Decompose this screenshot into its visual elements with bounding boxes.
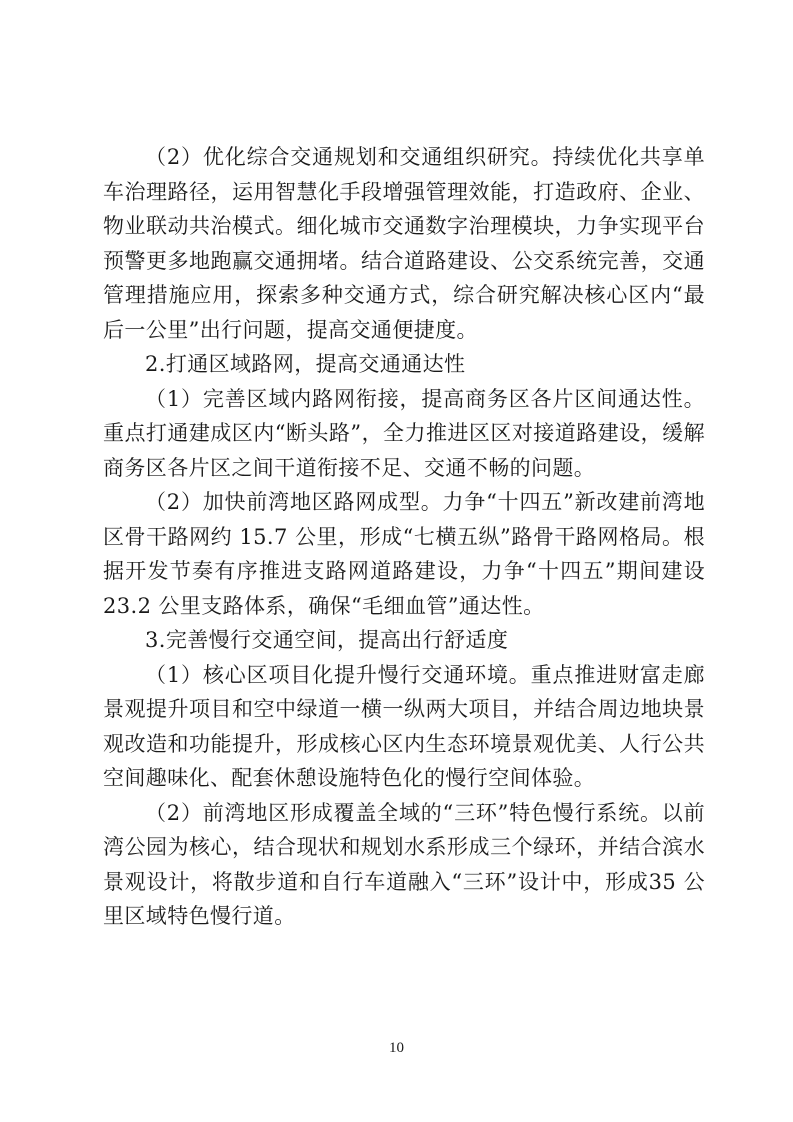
heading-slow-traffic-space: 3.完善慢行交通空间，提高出行舒适度 bbox=[145, 628, 509, 652]
paragraph-qianwan-road-network: （2）加快前湾地区路网成型。力争“十四五”新改建前湾地区骨干路网约 15.7 公里，形成“七横五纵”路骨干路网格局。根据开发节奏有序推进支路网道路建设，力争“十四五”期间建设 23.2 公里支路体系，确保“毛细血管”通达性。 bbox=[103, 490, 705, 618]
paragraph-core-area-slow-traffic: （1）核心区项目化提升慢行交通环境。重点推进财富走廊景观提升项目和空中绿道一横一纵两大项目，并结合周边地块景观改造和功能提升，形成核心区内生态环境景观优美、人行公共空间趣味化、配套休憩设施特色化的慢行空间体验。 bbox=[103, 662, 705, 790]
paragraph-optimize-traffic-planning: （2）优化综合交通规划和交通组织研究。持续优化共享单车治理路径，运用智慧化手段增强管理效能，打造政府、企业、物业联动共治模式。细化城市交通数字治理模块，力争实现平台预警更多地跑赢交通拥堵。结合道路建设、公交系统完善，交通管理措施应用，探索多种交通方式，综合研究解决核心区内“最后一公里”出行问题，提高交通便捷度。 bbox=[103, 145, 705, 342]
body-text bbox=[103, 140, 705, 934]
paragraph-three-rings-system: （2）前湾地区形成覆盖全域的“三环”特色慢行系统。以前湾公园为核心，结合现状和规划水系形成三个绿环，并结合滨水景观设计，将散步道和自行车道融入“三环”设计中，形成35 公里区域特色慢行道。 bbox=[103, 800, 705, 928]
page-number: 10 bbox=[389, 1040, 404, 1056]
paragraph-improve-road-connection: （1）完善区域内路网衔接，提高商务区各片区间通达性。重点打通建成区内“断头路”，全力推进区区对接道路建设，缓解商务区各片区之间干道衔接不足、交通不畅的问题。 bbox=[103, 386, 705, 480]
heading-road-network: 2.打通区域路网，提高交通通达性 bbox=[145, 352, 466, 376]
